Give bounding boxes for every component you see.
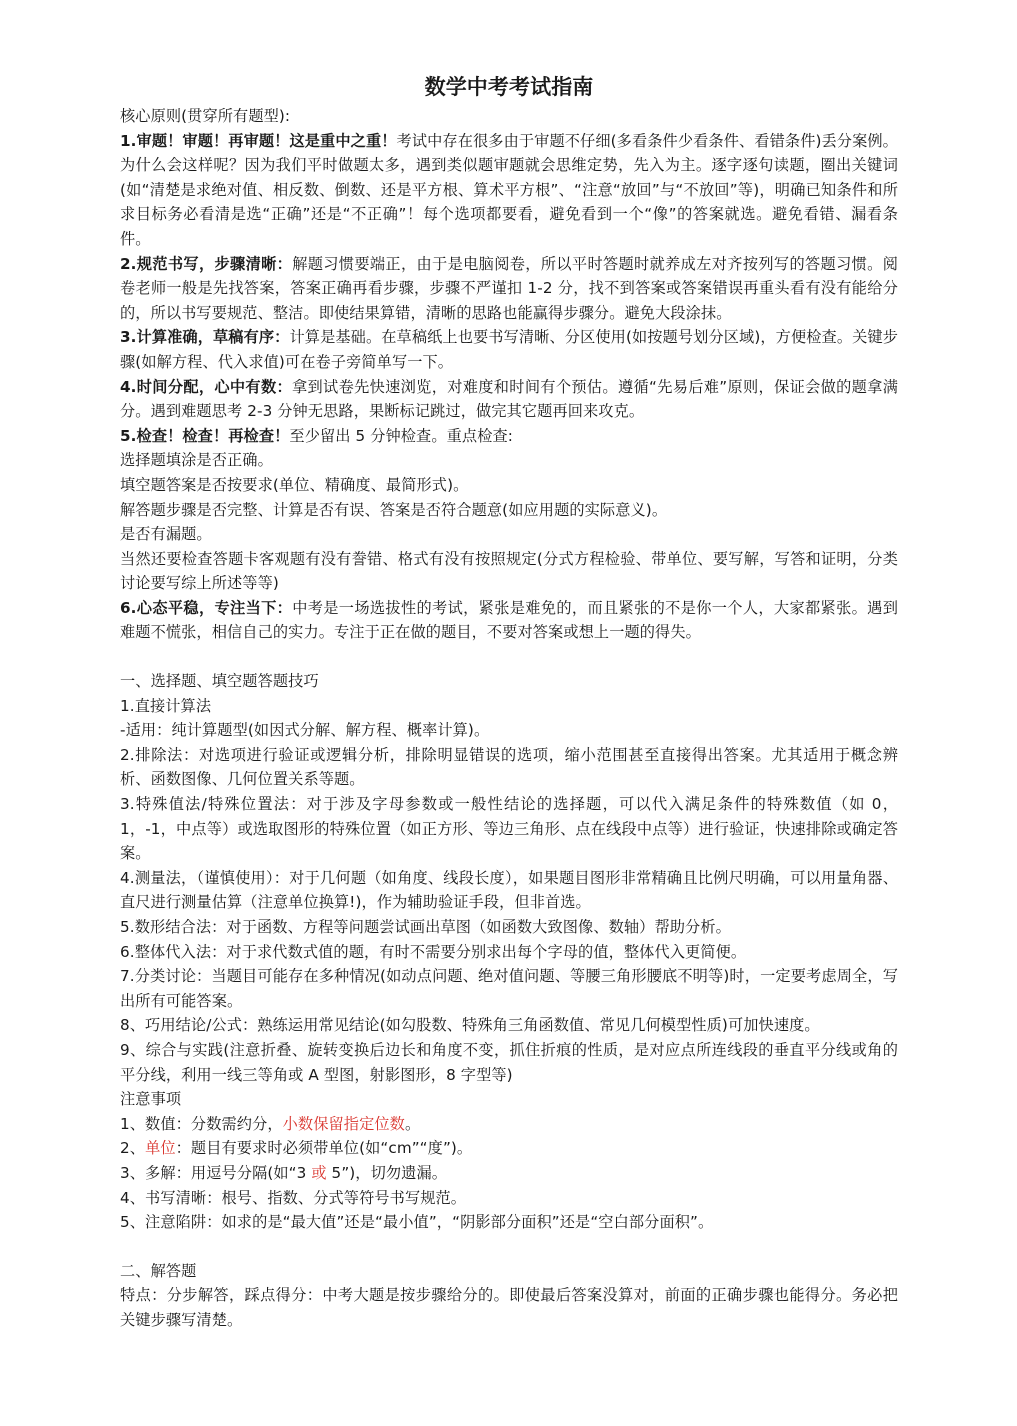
note-3-pre: 3、多解：用逗号分隔(如“3 bbox=[120, 1163, 312, 1182]
document-body bbox=[120, 72, 898, 1333]
section-1-heading: 一、选择题、填空题答题技巧 bbox=[120, 672, 319, 691]
tip-line-9: 8、巧用结论/公式：熟练运用常见结论(如勾股数、特殊角三角函数值、常见几何模型性质)可加快速度。 bbox=[120, 1016, 820, 1035]
principle-4-text: 拿到试卷先快速浏览，对难度和时间有个预估。遵循“先易后难”原则，保证会做的题拿满分。遇到难题思考 2-3 分钟无思路，果断标记跳过，做完其它题再回来攻克。 bbox=[120, 377, 898, 421]
principle-6 bbox=[120, 596, 898, 645]
note-2 bbox=[120, 1136, 898, 1161]
check-item-4: 是否有漏题。 bbox=[120, 525, 212, 544]
principle-5-text: 至少留出 5 分钟检查。重点检查: bbox=[289, 426, 513, 445]
notes-heading: 注意事项 bbox=[120, 1090, 182, 1109]
note-1 bbox=[120, 1112, 898, 1137]
tip-line-1: 1.直接计算法 bbox=[120, 696, 212, 715]
note-2-post: ：题目有要求时必须带单位(如“cm”“度”)。 bbox=[175, 1139, 473, 1158]
principle-6-text: 中考是一场选拔性的考试，紧张是难免的，而且紧张的不是你一个人，大家都紧张。遇到难题不慌张，相信自己的实力。专注于正在做的题目，不要对答案或想上一题的得失。 bbox=[120, 598, 898, 642]
principle-2-title: 2.规范书写，步骤清晰： bbox=[120, 254, 293, 273]
tip-line-10: 9、综合与实践(注意折叠、旋转变换后边长和角度不变，抓住折痕的性质，是对应点所连线段的垂直平分线或角的平分线，利用一线三等角或 A 型图，射影图形，8 字型等) bbox=[120, 1040, 898, 1084]
check-item-5: 当然还要检查答题卡客观题有没有誊错、格式有没有按照规定(分式方程检验、带单位、要写解，写答和证明，分类讨论要写综上所述等等) bbox=[120, 549, 898, 593]
principle-1-text: 考试中存在很多由于审题不仔细(多看条件少看条件、看错条件)丢分案例。为什么会这样呢？因为我们平时做题太多，遇到类似题审题就会思维定势，先入为主。逐字逐句读题，圈出关键词(如“清楚是求绝对值、相反数、倒数、还是平方根、算术平方根”、“注意“放回”与“不放回”等)，明确已知条件和所求目标务必看清是选“正确”还是“不正确”！每个选项都要看，避免看到一个“像”的答案就选。避免看错、漏看条件。 bbox=[120, 131, 898, 248]
principle-6-title: 6.心态平稳，专注当下： bbox=[120, 598, 293, 617]
note-3-highlight: 或 bbox=[311, 1163, 327, 1182]
principle-1-title: 1.审题！审题！再审题！这是重中之重！ bbox=[120, 131, 397, 150]
note-1-highlight: 小数保留指定位数 bbox=[282, 1114, 405, 1133]
principle-2 bbox=[120, 252, 898, 326]
principle-4-title: 4.时间分配，心中有数： bbox=[120, 377, 292, 396]
note-3-post: 5”)，切勿遗漏。 bbox=[326, 1163, 448, 1182]
principle-3-text: 计算是基础。在草稿纸上也要书写清晰、分区使用(如按题号划分区域)，方便检查。关键步骤(如解方程、代入求值)可在卷子旁简单写一下。 bbox=[120, 328, 898, 371]
tip-line-3: 2.排除法：对选项进行验证或逻辑分析，排除明显错误的选项，缩小范围甚至直接得出答案。尤其适用于概念辨析、函数图像、几何位置关系等题。 bbox=[120, 745, 898, 789]
tip-line-2: -适用：纯计算题型(如因式分解、解方程、概率计算)。 bbox=[120, 721, 490, 740]
note-2-pre: 2、 bbox=[120, 1139, 146, 1158]
note-4: 4、书写清晰：根号、指数、分式等符号书写规范。 bbox=[120, 1188, 467, 1207]
tip-line-4: 3.特殊值法/特殊位置法：对于涉及字母参数或一般性结论的选择题，可以代入满足条件的特殊数值（如 0，1，-1，中点等）或选取图形的特殊位置（如正方形、等边三角形、点在线段中点等）进行验证，快速排除或确定答案。 bbox=[120, 795, 898, 863]
principle-1 bbox=[120, 129, 898, 252]
tip-line-8: 7.分类讨论：当题目可能存在多种情况(如动点问题、绝对值问题、等腰三角形腰底不明等)时，一定要考虑周全，写出所有可能答案。 bbox=[120, 967, 898, 1010]
tip-line-5: 4.测量法，（谨慎使用）：对于几何题（如角度、线段长度），如果题目图形非常精确且比例尺明确，可以用量角器、直尺进行测量估算（注意单位换算!)，作为辅助验证手段，但非首选。 bbox=[120, 868, 898, 912]
section-2-text: 特点：分步解答，踩点得分：中考大题是按步骤给分的。即使最后答案没算对，前面的正确步骤也能得分。务必把关键步骤写清楚。 bbox=[120, 1286, 898, 1329]
note-5: 5、注意陷阱：如求的是“最大值”还是“最小值”，“阴影部分面积”还是“空白部分面积”。 bbox=[120, 1213, 714, 1232]
principle-5-title: 5.检查！检查！再检查！ bbox=[120, 426, 290, 445]
spacer bbox=[120, 645, 898, 669]
note-1-pre: 1、数值：分数需约分， bbox=[120, 1114, 283, 1133]
check-item-3: 解答题步骤是否完整、计算是否有误、答案是否符合题意(如应用题的实际意义)。 bbox=[120, 500, 668, 519]
principle-5 bbox=[120, 424, 898, 449]
tip-line-7: 6.整体代入法：对于求代数式值的题，有时不需要分别求出每个字母的值，整体代入更简便。 bbox=[120, 942, 747, 961]
tip-line-6: 5.数形结合法：对于函数、方程等问题尝试画出草图（如函数大致图像、数轴）帮助分析。 bbox=[120, 918, 731, 936]
check-item-2: 填空题答案是否按要求(单位、精确度、最简形式)。 bbox=[120, 475, 469, 494]
principle-2-text: 解题习惯要端正，由于是电脑阅卷，所以平时答题时就养成左对齐按列写的答题习惯。阅卷老师一般是先找答案，答案正确再看步骤，步骤不严谨扣 1-2 分，找不到答案或答案错误再重头看有没有能给分的，所以书写要规范、整洁。即使结果算错，清晰的思路也能赢得步骤分。避免大段涂抹。 bbox=[120, 254, 898, 322]
core-principles-heading: 核心原则(贯穿所有题型): bbox=[120, 107, 291, 125]
document-title: 数学中考考试指南 bbox=[424, 75, 594, 99]
principle-4 bbox=[120, 375, 898, 424]
note-1-post: 。 bbox=[404, 1114, 421, 1133]
spacer bbox=[120, 1235, 898, 1259]
principle-3-title: 3.计算准确，草稿有序： bbox=[120, 328, 290, 347]
section-2-heading: 二、解答题 bbox=[120, 1261, 197, 1280]
note-2-highlight: 单位 bbox=[145, 1139, 176, 1158]
check-item-1: 选择题填涂是否正确。 bbox=[120, 451, 273, 470]
note-3 bbox=[120, 1161, 898, 1186]
principle-3 bbox=[120, 325, 898, 374]
